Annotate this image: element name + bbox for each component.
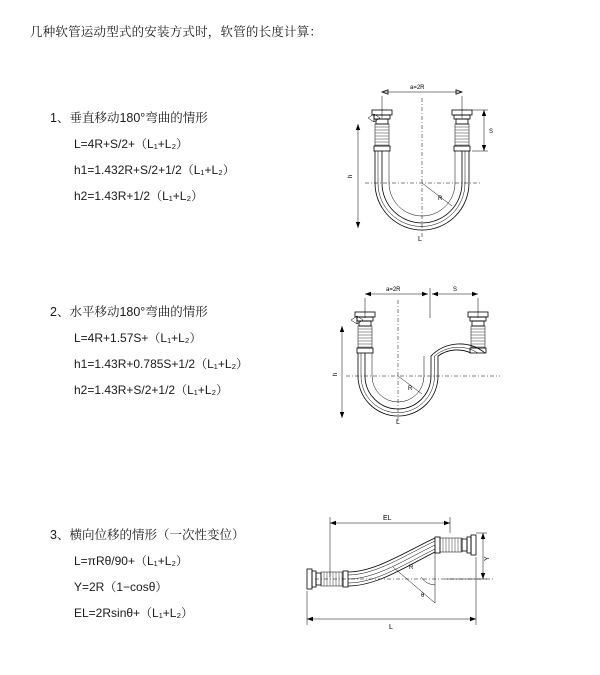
case-2-top-dim2-label: S (453, 287, 458, 293)
case-1-side-label: h (348, 174, 354, 178)
page-title: 几种软管运动型式的安装方式时，软管的长度计算： (30, 25, 323, 39)
case-1-title: 1、垂直移动180°弯曲的情形 (50, 111, 208, 125)
case-2-top-dim-label: a=2R (386, 287, 401, 293)
case-2-text (50, 302, 310, 407)
case-3-formula-3: EL=2Rsinθ+（L₁+L₂） (74, 606, 194, 620)
case-1-formula-2: h1=1.432R+S/2+1/2（L₁+L₂） (74, 163, 235, 177)
case-3-formula-2: Y=2R（1−cosθ） (74, 580, 168, 594)
case-3-text (50, 525, 310, 630)
case-3-top-dim-label: EL (383, 515, 392, 522)
case-1-right-dim-label: S (489, 129, 494, 135)
case-1-formula-3: h2=1.43R+1/2（L₁+L₂） (74, 189, 204, 203)
case-2-formula-1: L=4R+1.57S+（L₁+L₂） (74, 331, 202, 345)
case-2-side-label: h (333, 372, 339, 376)
case-2-formula-3: h2=1.43R+S/2+1/2（L₁+L₂） (74, 383, 229, 397)
case-2-bottom-label: L (396, 419, 400, 426)
case-1-radius-label: R (438, 196, 443, 202)
case-3-bottom-dim-label: L (389, 624, 393, 631)
case-3-angle-label: θ (421, 593, 425, 599)
case-1-formula-1: L=4R+S/2+（L₁+L₂） (74, 137, 189, 151)
case-2-radius-label: R (408, 386, 413, 392)
case-3-right-dim-label: Y (484, 556, 491, 561)
case-2-diagram (310, 272, 510, 447)
case-1-diagram (310, 78, 500, 268)
case-2-title: 2、水平移动180°弯曲的情形 (50, 305, 208, 319)
case-3-formula-1: L=πRθ/90+（L₁+L₂） (74, 554, 189, 568)
case-3-radius-label: R (409, 565, 414, 571)
case-1-text (50, 108, 310, 213)
case-1-bottom-label: L (418, 236, 422, 243)
case-3-title: 3、横向位移的情形（一次性变位） (50, 528, 245, 542)
case-2-formula-2: h1=1.43R+0.785S+1/2（L₁+L₂） (74, 357, 249, 371)
case-3-diagram (285, 507, 500, 642)
case-1-top-dim-label: a=2R (410, 85, 425, 91)
